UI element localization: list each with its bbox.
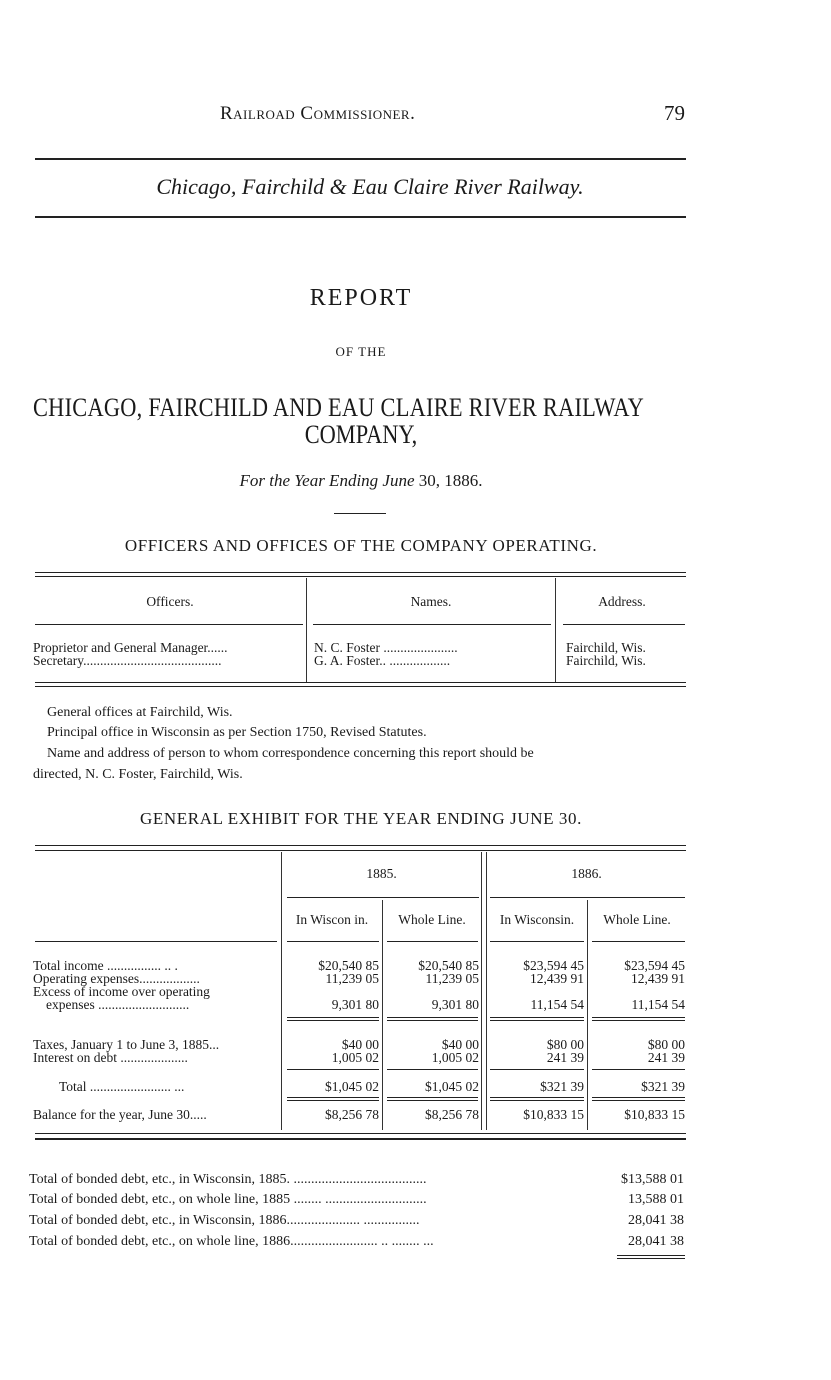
running-header-title: Railroad Commissioner. — [220, 103, 416, 124]
note-general-offices: General offices at Fairchild, Wis. — [47, 705, 233, 720]
value-cell: $20,540 85 — [418, 958, 479, 973]
company-name-line2: COMPANY, — [304, 420, 418, 449]
subcol-header: In Wisconsin. — [499, 912, 575, 927]
value-cell: $40 00 — [441, 1037, 479, 1052]
year-ending-line — [0, 471, 722, 491]
short-divider — [334, 513, 386, 514]
year-header: 1885. — [366, 866, 397, 881]
company-name-line1: CHICAGO, FAIRCHILD AND EAU CLAIRE RIVER RAILWAY — [33, 393, 645, 422]
note-correspondence: Name and address of person to whom correspondence concerning this report should be — [47, 746, 534, 761]
row-label-excess: Excess of income over operating — [33, 984, 210, 999]
year-prefix: For the Year Ending June — [239, 471, 415, 490]
officer-address: Fairchild, Wis. — [566, 640, 646, 655]
debt-value: 13,588 01 — [628, 1192, 684, 1207]
value-cell: 241 39 — [546, 1050, 584, 1065]
railway-subtitle: Chicago, Fairchild & Eau Claire River Railway. — [156, 174, 584, 199]
value-cell: 9,301 80 — [431, 997, 479, 1012]
row-label-excess-cont: expenses ........................... — [46, 997, 190, 1012]
value-cell: 1,005 02 — [331, 1050, 379, 1065]
subtitle-rule — [35, 216, 686, 218]
value-cell: 11,239 05 — [325, 971, 379, 986]
row-label-balance: Balance for the year, June 30..... — [33, 1107, 207, 1122]
value-cell: 241 39 — [647, 1050, 685, 1065]
value-cell: 11,154 54 — [631, 997, 685, 1012]
value-cell: $40 00 — [341, 1037, 379, 1052]
value-cell: 12,439 91 — [530, 971, 584, 986]
value-cell: 11,239 05 — [425, 971, 479, 986]
subcol-header: Whole Line. — [603, 912, 671, 927]
col-header-names: Names. — [410, 594, 452, 609]
report-heading: REPORT — [309, 285, 413, 311]
row-label-total-income: Total income ................ .. . — [33, 958, 178, 973]
value-cell: $321 39 — [540, 1079, 584, 1094]
value-cell: 1,005 02 — [431, 1050, 479, 1065]
value-cell: $321 39 — [641, 1079, 685, 1094]
value-cell: $8,256 78 — [425, 1107, 479, 1122]
col-header-address: Address. — [598, 594, 646, 609]
col-header-officers: Officers. — [146, 594, 194, 609]
year-header: 1886. — [571, 866, 602, 881]
value-cell: $23,594 45 — [523, 958, 584, 973]
value-cell: 11,154 54 — [530, 997, 584, 1012]
debt-value: 28,041 38 — [628, 1234, 684, 1249]
value-cell: $20,540 85 — [318, 958, 379, 973]
value-cell: $80 00 — [546, 1037, 584, 1052]
value-cell: 12,439 91 — [631, 971, 685, 986]
debt-value: 28,041 38 — [628, 1213, 684, 1228]
debt-value: $13,588 01 — [621, 1172, 684, 1187]
officer-address: Fairchild, Wis. — [566, 653, 646, 668]
officers-heading: OFFICERS AND OFFICES OF THE COMPANY OPERATING. — [124, 536, 598, 555]
value-cell: $80 00 — [647, 1037, 685, 1052]
subcol-header: In Wiscon in. — [295, 912, 369, 927]
general-exhibit-heading: GENERAL EXHIBIT FOR THE YEAR ENDING JUNE 30. — [140, 809, 582, 828]
officer-name: N. C. Foster ...................... — [314, 640, 458, 655]
value-cell: $10,833 15 — [624, 1107, 685, 1122]
row-label-operating-expenses: Operating expenses.................. — [33, 971, 200, 986]
value-cell: $10,833 15 — [523, 1107, 584, 1122]
header-rule — [35, 158, 686, 160]
value-cell: $1,045 02 — [325, 1079, 379, 1094]
of-the-line: OF THE — [335, 344, 387, 359]
row-label-taxes: Taxes, January 1 to June 3, 1885... — [33, 1037, 220, 1052]
note-correspondence-cont: directed, N. C. Foster, Fairchild, Wis. — [33, 767, 243, 782]
debt-label: Total of bonded debt, etc., on whole line, 1886......................... .. ........ ... — [29, 1234, 434, 1249]
value-cell: $23,594 45 — [624, 958, 685, 973]
row-label-total: Total ........................ ... — [59, 1079, 185, 1094]
debt-label: Total of bonded debt, etc., in Wisconsin, 1886..................... ................ — [29, 1213, 420, 1228]
officer-title: Secretary......................................... — [33, 653, 222, 668]
value-cell: $8,256 78 — [325, 1107, 379, 1122]
officer-name: G. A. Foster.. .................. — [314, 653, 451, 668]
officer-title: Proprietor and General Manager...... — [33, 640, 228, 655]
value-cell: 9,301 80 — [331, 997, 379, 1012]
subcol-header: Whole Line. — [398, 912, 466, 927]
debt-label: Total of bonded debt, etc., on whole line, 1885 ........ ............................. — [29, 1192, 427, 1207]
value-cell: $1,045 02 — [425, 1079, 479, 1094]
note-principal-office: Principal office in Wisconsin as per Section 1750, Revised Statutes. — [47, 725, 427, 740]
row-label-interest: Interest on debt .................... — [33, 1050, 188, 1065]
page-number: 79 — [664, 101, 685, 125]
year-suffix: 30, 1886. — [418, 471, 483, 490]
debt-label: Total of bonded debt, etc., in Wisconsin, 1885. ...................................... — [29, 1172, 427, 1187]
